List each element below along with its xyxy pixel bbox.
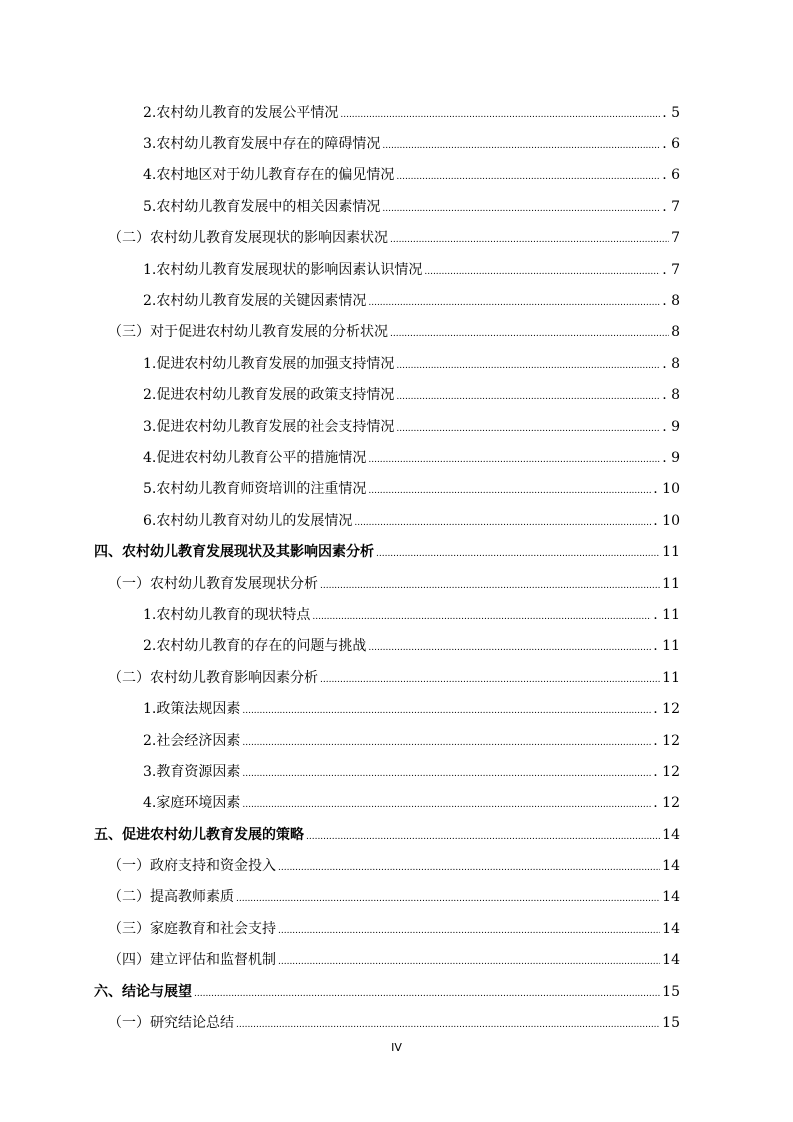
toc-dot-leader: [396, 361, 660, 371]
toc-entry-page: . 7: [662, 198, 680, 215]
toc-entry-title: 五、促进农村幼儿教育发展的策略: [94, 826, 304, 843]
page-number-footer: IV: [391, 1041, 402, 1054]
toc-entry-number: 1.: [143, 606, 157, 623]
toc-entry-line: [143, 416, 680, 436]
toc-entry[interactable]: [0, 692, 793, 723]
toc-entry[interactable]: [0, 316, 793, 347]
toc-entry[interactable]: [0, 881, 793, 912]
toc-entry-line: [143, 259, 680, 279]
toc-entry-line: [108, 918, 680, 938]
toc-entry[interactable]: [0, 127, 793, 158]
toc-entry-page: . 12: [653, 732, 680, 749]
toc-entry-line: [143, 698, 680, 718]
toc-entry-line: [143, 102, 680, 122]
toc-entry-page: . 6: [662, 167, 680, 184]
toc-entry[interactable]: [0, 912, 793, 943]
toc-entry-title: 政策法规因素: [156, 701, 241, 718]
toc-entry-title: 六、结论与展望: [94, 983, 192, 1000]
toc-dot-leader: [390, 235, 669, 245]
toc-entry-title: 农村幼儿教育发展现状的影响因素状况: [150, 230, 388, 247]
toc-entry[interactable]: [0, 598, 793, 629]
toc-entry-number: 2.: [143, 638, 157, 655]
toc-entry-page: 14: [662, 858, 680, 875]
toc-entry-page: . 9: [662, 449, 680, 466]
toc-entry-page: 11: [662, 544, 680, 561]
toc-entry-number: 1.: [143, 701, 157, 718]
toc-entry-number: 2.: [143, 387, 157, 404]
toc-dot-leader: [368, 643, 651, 653]
toc-entry-number: 3.: [143, 763, 157, 780]
toc-entry-title: 农村幼儿教育的现状特点: [156, 606, 311, 623]
toc-entry-page: 11: [662, 669, 680, 686]
toc-dot-leader: [340, 110, 660, 120]
toc-dot-leader: [382, 141, 660, 151]
toc-entry-line: [143, 761, 680, 781]
toc-entry-line: [108, 573, 680, 593]
toc-entry[interactable]: [0, 755, 793, 786]
toc-entry-page: . 8: [662, 293, 680, 310]
toc-entry[interactable]: [0, 253, 793, 284]
toc-entry[interactable]: [0, 535, 793, 566]
toc-dot-leader: [236, 1020, 660, 1030]
toc-entry-title: 农村幼儿教育发展现状分析: [150, 575, 318, 592]
toc-entry-number: 4.: [143, 167, 157, 184]
toc-entry-title: 农村地区对于幼儿教育存在的偏见情况: [156, 167, 395, 184]
toc-entry-title: 促进农村幼儿教育发展的政策支持情况: [156, 387, 395, 404]
toc-dot-leader: [396, 424, 660, 434]
toc-entry[interactable]: [0, 724, 793, 755]
toc-entry-number: （四）: [108, 952, 150, 969]
toc-entry-title: 建立评估和监督机制: [150, 952, 276, 969]
toc-entry[interactable]: [0, 190, 793, 221]
toc-entry-page: 14: [662, 920, 680, 937]
toc-entry-line: [108, 886, 680, 906]
toc-entry-number: 4.: [143, 449, 157, 466]
toc-dot-leader: [424, 267, 660, 277]
toc-dot-leader: [320, 675, 660, 685]
toc-dot-leader: [396, 392, 660, 402]
toc-entry-number: （一）: [108, 1015, 150, 1032]
toc-entry-line: [108, 321, 680, 341]
toc-entry-page: 11: [662, 575, 680, 592]
toc-entry-line: [143, 730, 680, 750]
toc-entry-page: 15: [662, 983, 680, 1000]
toc-entry-line: [143, 290, 680, 310]
toc-entry[interactable]: [0, 818, 793, 849]
toc-entry[interactable]: [0, 347, 793, 378]
toc-entry-page: . 7: [662, 261, 680, 278]
toc-entry-number: 3.: [143, 418, 157, 435]
toc-entry[interactable]: [0, 222, 793, 253]
toc-dot-leader: [194, 989, 660, 999]
toc-dot-leader: [312, 612, 651, 622]
toc-entry-line: [143, 635, 680, 655]
toc-dot-leader: [242, 800, 651, 810]
toc-entry-title: 四、农村幼儿教育发展现状及其影响因素分析: [94, 544, 374, 561]
toc-entry-page: . 8: [662, 387, 680, 404]
toc-entry-number: （三）: [108, 920, 150, 937]
toc-dot-leader: [368, 486, 651, 496]
toc-entry-page: 7: [671, 230, 680, 247]
toc-dot-leader: [278, 863, 660, 873]
toc-dot-leader: [376, 549, 660, 559]
toc-entry-line: [94, 981, 680, 1001]
toc-dot-leader: [396, 172, 660, 182]
toc-entry-title: 对于促进农村幼儿教育发展的分析状况: [150, 324, 388, 341]
table-of-contents: [0, 96, 793, 1038]
toc-dot-leader: [236, 894, 660, 904]
toc-dot-leader: [306, 832, 660, 842]
toc-entry-line: [108, 855, 680, 875]
toc-entry-page: . 5: [662, 104, 680, 121]
toc-entry-number: （二）: [108, 669, 150, 686]
toc-entry-title: 农村幼儿教育的发展公平情况: [156, 104, 339, 121]
toc-entry-line: [108, 949, 680, 969]
toc-entry-line: [143, 353, 680, 373]
toc-dot-leader: [382, 204, 660, 214]
toc-entry-title: 提高教师素质: [150, 889, 234, 906]
toc-entry-page: . 12: [653, 701, 680, 718]
toc-entry-number: 5.: [143, 481, 157, 498]
toc-dot-leader: [368, 298, 660, 308]
toc-entry-title: 农村幼儿教育发展的关键因素情况: [156, 293, 367, 310]
toc-entry-number: 2.: [143, 732, 157, 749]
toc-entry-line: [143, 478, 680, 498]
toc-dot-leader: [354, 518, 651, 528]
toc-entry[interactable]: [0, 504, 793, 535]
toc-entry-line: [108, 227, 680, 247]
toc-entry-number: 2.: [143, 104, 157, 121]
toc-entry-title: 农村幼儿教育发展中存在的障碍情况: [156, 136, 381, 153]
toc-entry-number: 3.: [143, 136, 157, 153]
toc-entry-page: 14: [662, 889, 680, 906]
toc-entry-number: 1.: [143, 261, 157, 278]
toc-entry-line: [108, 667, 680, 687]
toc-entry[interactable]: [0, 975, 793, 1006]
toc-entry[interactable]: [0, 630, 793, 661]
toc-entry-title: 农村幼儿教育对幼儿的发展情况: [156, 512, 353, 529]
toc-entry[interactable]: [0, 567, 793, 598]
toc-entry-line: [143, 164, 680, 184]
toc-entry-number: （一）: [108, 858, 150, 875]
toc-entry-page: . 10: [653, 481, 680, 498]
toc-entry[interactable]: [0, 379, 793, 410]
toc-entry-title: 农村幼儿教育发展现状的影响因素认识情况: [156, 261, 423, 278]
toc-entry-page: . 9: [662, 418, 680, 435]
toc-dot-leader: [368, 455, 660, 465]
toc-entry-line: [143, 792, 680, 812]
toc-entry-line: [143, 133, 680, 153]
toc-dot-leader: [390, 329, 669, 339]
toc-entry-title: 农村幼儿教育师资培训的注重情况: [156, 481, 367, 498]
toc-entry-page: . 12: [653, 795, 680, 812]
toc-entry-title: 促进农村幼儿教育发展的加强支持情况: [156, 355, 395, 372]
toc-entry-line: [143, 447, 680, 467]
toc-entry-title: 政府支持和资金投入: [150, 858, 276, 875]
toc-entry[interactable]: [0, 410, 793, 441]
toc-entry-number: （三）: [108, 324, 150, 341]
toc-dot-leader: [278, 957, 660, 967]
toc-entry[interactable]: [0, 96, 793, 127]
toc-entry[interactable]: [0, 159, 793, 190]
toc-entry-title: 农村幼儿教育的存在的问题与挑战: [156, 638, 367, 655]
toc-dot-leader: [242, 706, 651, 716]
toc-entry-title: 农村幼儿教育影响因素分析: [150, 669, 318, 686]
toc-entry[interactable]: [0, 661, 793, 692]
toc-entry-line: [143, 384, 680, 404]
toc-entry-line: [143, 196, 680, 216]
toc-entry-number: 6.: [143, 512, 157, 529]
toc-entry-page: 8: [671, 324, 680, 341]
toc-entry-number: （二）: [108, 230, 150, 247]
toc-entry-line: [94, 824, 680, 844]
toc-entry-number: 5.: [143, 198, 157, 215]
toc-entry-page: . 6: [662, 136, 680, 153]
toc-dot-leader: [320, 581, 660, 591]
toc-entry-title: 促进农村幼儿教育发展的社会支持情况: [156, 418, 395, 435]
toc-entry-page: . 12: [653, 763, 680, 780]
toc-entry-line: [143, 604, 680, 624]
toc-entry-page: . 11: [653, 638, 680, 655]
toc-entry-title: 研究结论总结: [150, 1015, 234, 1032]
toc-entry[interactable]: [0, 787, 793, 818]
toc-entry-line: [94, 541, 680, 561]
toc-entry-line: [143, 510, 680, 530]
toc-entry-title: 家庭环境因素: [156, 795, 241, 812]
toc-dot-leader: [242, 738, 651, 748]
toc-entry[interactable]: [0, 284, 793, 315]
toc-entry-title: 社会经济因素: [156, 732, 241, 749]
toc-entry[interactable]: [0, 944, 793, 975]
toc-dot-leader: [278, 926, 660, 936]
toc-entry-page: 15: [662, 1015, 680, 1032]
toc-entry[interactable]: [0, 849, 793, 880]
toc-entry-page: 14: [662, 826, 680, 843]
toc-entry[interactable]: [0, 441, 793, 472]
toc-entry-number: 4.: [143, 795, 157, 812]
toc-entry-page: . 8: [662, 355, 680, 372]
toc-entry[interactable]: [0, 473, 793, 504]
toc-entry-number: 1.: [143, 355, 157, 372]
toc-entry-number: 2.: [143, 293, 157, 310]
toc-entry-title: 促进农村幼儿教育公平的措施情况: [156, 449, 367, 466]
toc-entry-title: 农村幼儿教育发展中的相关因素情况: [156, 198, 381, 215]
toc-entry-number: （二）: [108, 889, 150, 906]
toc-dot-leader: [242, 769, 651, 779]
toc-entry-number: （一）: [108, 575, 150, 592]
toc-entry-title: 家庭教育和社会支持: [150, 920, 276, 937]
toc-entry-line: [108, 1012, 680, 1032]
toc-entry-title: 教育资源因素: [156, 763, 241, 780]
toc-entry-page: . 11: [653, 606, 680, 623]
toc-entry[interactable]: [0, 1006, 793, 1037]
toc-entry-page: 14: [662, 952, 680, 969]
toc-entry-page: . 10: [653, 512, 680, 529]
